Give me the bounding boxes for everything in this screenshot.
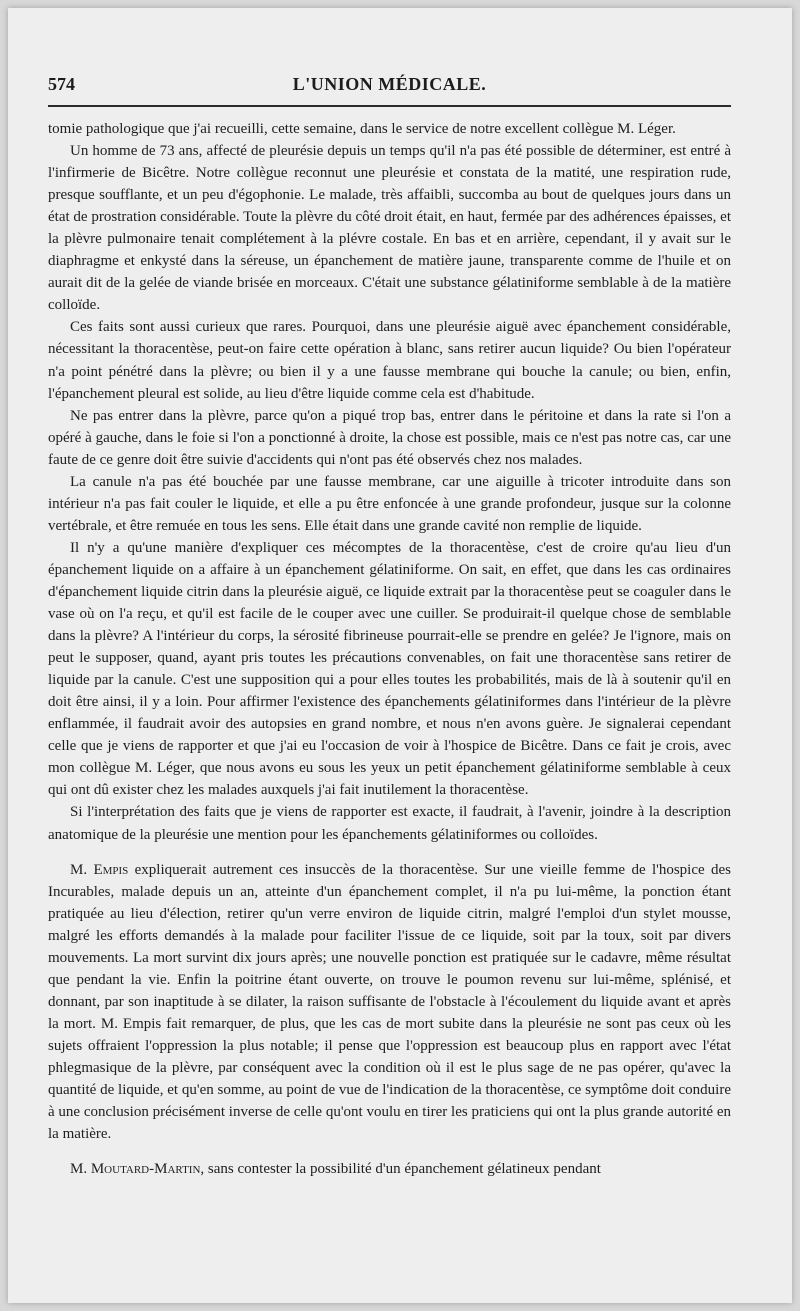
speaker-name: M. Empis [70,861,129,878]
paragraph: Ne pas entrer dans la plèvre, parce qu'on a piqué trop bas, entrer dans le péritoine et dans la rate si l'on a opéré à gauche, dans le foie si l'on a ponctionné à droite, la chose est possible, mais ce n'est pas notre cas, car une faute de ce genre doit être suivie d'accidents qui n'ont pas été observés chez nos malades. [48,407,731,468]
paragraph: Il n'y a qu'une manière d'expliquer ces mécomptes de la thoracentèse, c'est de croire qu'au lieu d'un épanchement liquide on a affaire à un épanchement gélatiniforme. On sait, en effet, que dans les cas ordinaires d'épanchement liquide citrin dans la pleurésie aiguë, ce liquide extrait par la thoracentèse peut se coaguler dans le vase où on l'a reçu, et qu'il est facile de le couper avec une cuiller. Se produirait-il quelque chose de semblable dans la plèvre? A l'intérieur du corps, la sérosité fibrineuse pourrait-elle se prendre en gelée? Je l'ignore, mais on peut le supposer, quand, ayant pris toutes les précautions convenables, on fait une thoracentèse sans retirer de liquide par la canule. C'est une supposition qui a pour elles toutes les probabilités, mais de là à soutenir qu'il en doit être ainsi, il y a loin. Pour affirmer l'existence des épanchements gélatiniformes dans l'intérieur de la plèvre enflammée, il faudrait avoir des autopsies en grand nombre, et nous n'en avons guère. Je signalerai cependant celle que je viens de rapporter et que j'ai eu l'occasion de voir à l'hospice de Bicêtre. Dans ce fait je crois, avec mon collègue M. Léger, que nous avons eu sous les yeux un petit épanchement gélatiniforme semblable à ceux qui ont dû exister chez les malades auxquels j'ai fait inutilement la thoracentèse. [48,539,731,799]
paragraph-text: , sans contester la possibilité d'un épanchement gélatineux pendant [200,1161,601,1178]
paragraph-text: expliquerait autrement ces insuccès de la thoracentèse. Sur une vieille femme de l'hospice des Incurables, malade depuis un an, atteinte d'un épanchement complet, il n'a pu lui-même, la ponction étant pratiquée au lieu d'élection, retirer qu'un verre environ de liquide citrin, malgré l'emploi d'un stylet mousse, malgré les efforts demandés à la malade pour faciliter l'issue de ce liquide, soit par la toux, soit par divers mouvements. La mort survint dix jours après; une nouvelle ponction est pratiquée sur le cadavre, même résultat que pendant la vie. Enfin la poitrine étant ouverte, on trouve le poumon revenu sur lui-même, splénisé, et donnant, par son inaptitude à se dilater, la raison suffisante de l'obstacle à l'écoulement du liquide avant et après la mort. M. Empis fait remarquer, de plus, que les cas de mort subite dans la pleurésie ne sont pas ceux où les sujets offraient l'oppression la plus notable; il pense que l'oppression est beaucoup plus en rapport avec l'état phlegmasique de la plèvre, par conséquent avec la condition où il est le plus sage de ne pas opérer, qu'avec la quantité de liquide, et qu'en somme, au point de vue de l'indication de la thoracentèse, ce symptôme doit conduire à une conclusion précisément inverse de celle qu'ont voulu en tirer les praticiens qui ont la plus grande autorité en la matière. [48,861,731,1143]
speaker-name: M. Moutard-Martin [70,1161,201,1178]
page-header [48,74,731,104]
journal-page [8,8,792,1303]
paragraph: Ces faits sont aussi curieux que rares. Pourquoi, dans une pleurésie aiguë avec épanchement considérable, nécessitant la thoracentèse, peut-on faire cette opération à blanc, sans retirer aucun liquide? Ou bien l'opérateur n'a point pénétré dans la plèvre; ou bien il y a une fausse membrane qui bouche la canule; ou bien, enfin, l'épanchement pleural est solide, au lieu d'être liquide comme cela est d'habitude. [48,319,731,402]
paragraph [48,1158,731,1180]
paragraph: La canule n'a pas été bouchée par une fausse membrane, car une aiguille à tricoter introduite dans son intérieur n'a pas fait couler le liquide, et elle a pu être enfoncée à une grande profondeur, jusque sur la colonne vertébrale, et être remuée en tous les sens. Elle était dans une grande cavité non remplie de liquide. [48,473,731,534]
header-rule [48,105,731,107]
paragraph [48,859,731,1146]
paragraph: Un homme de 73 ans, affecté de pleurésie depuis un temps qu'il n'a pas été possible de déterminer, est entré à l'infirmerie de Bicêtre. Notre collègue reconnut une pleurésie et constata de la matité, une respiration rude, presque soufflante, et un peu d'égophonie. Le malade, très affaibli, succomba au bout de quelques jours dans un état de prostration considérable. Toute la plèvre du côté droit était, en haut, fermée par des adhérences épaisses, et la plèvre pulmonaire tenait complétement à la plévre costale. En bas et en arrière, cependant, il y avait sur le diaphragme et enkysté dans la séreuse, un épanchement de matière jaune, transparente comme de l'huile et on aurait dit de la gelée de viande brisée en morceaux. C'était une substance gélatiniforme semblable à de la matière colloïde. [48,143,731,314]
article-body [48,118,731,1180]
paragraph: tomie pathologique que j'ai recueilli, cette semaine, dans le service de notre excellent collègue M. Léger. [48,121,676,137]
journal-title: L'UNION MÉDICALE. [292,74,487,94]
page-number: 574 [48,74,75,94]
paragraph: Si l'interprétation des faits que je viens de rapporter est exacte, il faudrait, à l'avenir, joindre à la description anatomique de la pleurésie une mention pour les épanchements gélatiniformes ou colloïdes. [48,804,731,843]
